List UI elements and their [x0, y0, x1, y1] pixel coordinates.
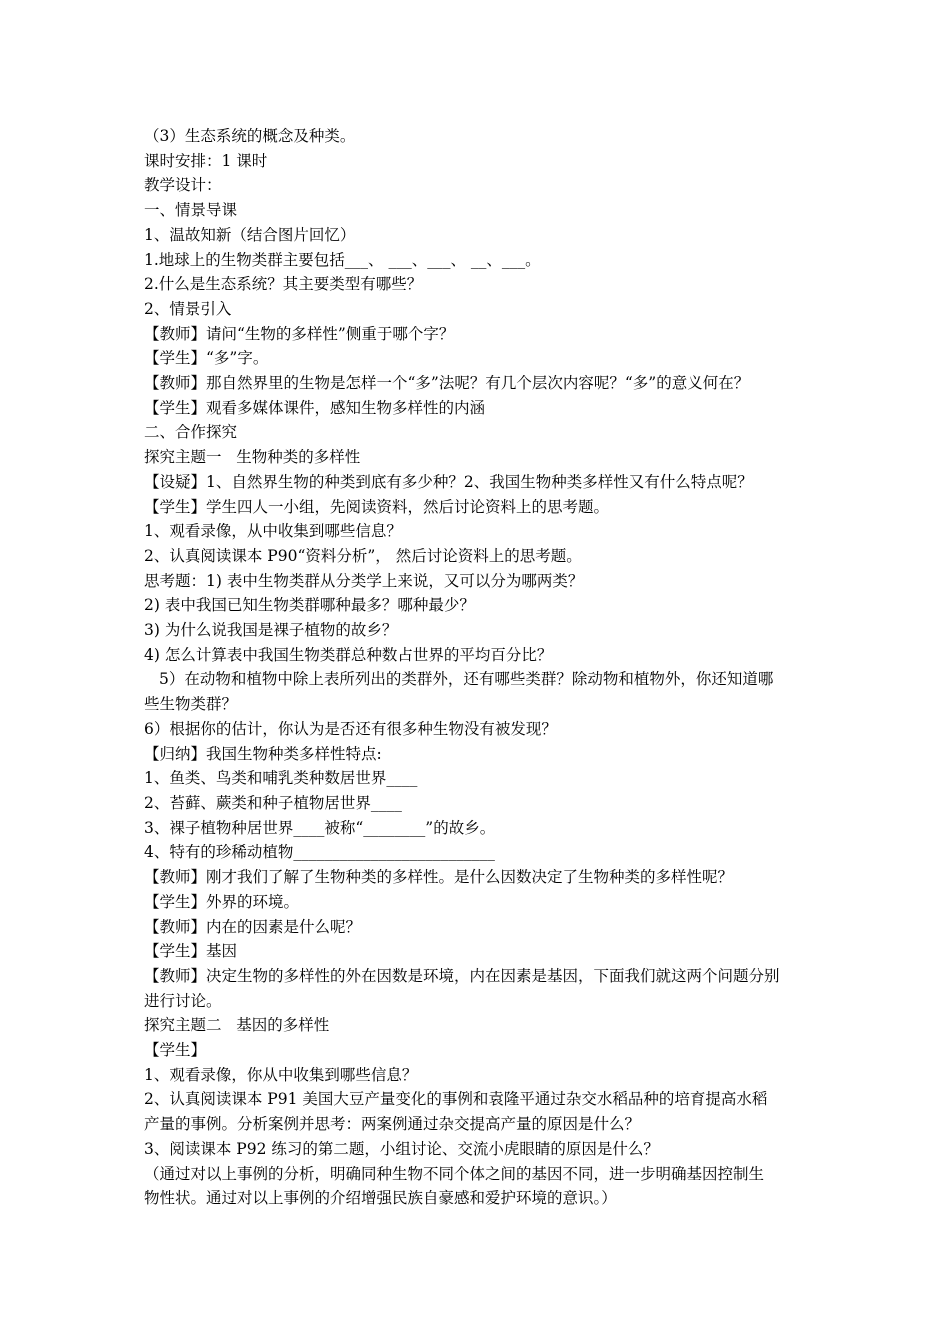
text-line: 物性状。通过对以上事例的介绍增强民族自豪感和爱护环境的意识。）	[144, 1189, 617, 1208]
question-line: 6）根据你的估计，你认为是否还有很多种生物没有被发现？	[144, 719, 557, 738]
text-line: 2、认真阅读课本 P90“资料分析”， 然后讨论资料上的思考题。	[144, 546, 582, 565]
question-line: 3) 为什么说我国是裸子植物的故乡？	[144, 621, 398, 640]
section-heading: 一、情景导课	[144, 201, 238, 220]
dialogue-line: 【教师】请问“生物的多样性”侧重于哪个字？	[144, 324, 455, 343]
dialogue-line: 【学生】“多”字。	[144, 349, 269, 368]
text-line: 3、阅读课本 P92 练习的第二题，小组讨论、交流小虎眼睛的原因是什么？	[144, 1139, 659, 1158]
question-line: 思考题：1) 表中生物类群从分类学上来说，又可以分为哪两类？	[144, 571, 584, 590]
fill-blank-line: 3、裸子植物种居世界____被称“________”的故乡。	[144, 818, 496, 837]
dialogue-line: 【教师】那自然界里的生物是怎样一个“多”法呢？有几个层次内容呢？“多”的意义何在？	[144, 374, 750, 393]
dialogue-line: 【学生】外界的环境。	[144, 892, 300, 911]
text-line: 1.地球上的生物类群主要包括___、 ___、___、 __、___。	[144, 250, 541, 269]
dialogue-line: 【学生】	[144, 1041, 207, 1060]
dialogue-line: 【学生】基因	[144, 942, 238, 961]
text-line: 1、观看录像，从中收集到哪些信息？	[144, 522, 402, 541]
question-line: 些生物类群？	[144, 695, 238, 714]
text-line: 1、温故知新（结合图片回忆）	[144, 225, 356, 244]
topic-heading: 探究主题二 基因的多样性	[144, 1016, 330, 1035]
dialogue-line: 【学生】观看多媒体课件，感知生物多样性的内涵	[144, 398, 486, 417]
text-line: 2、认真阅读课本 P91 美国大豆产量变化的事例和袁隆平通过杂交水稻品种的培育提高水稻	[144, 1090, 768, 1109]
text-line: 1、观看录像，你从中收集到哪些信息？	[144, 1065, 418, 1084]
dialogue-line: 【教师】内在的因素是什么呢？	[144, 917, 362, 936]
text-line: （通过对以上事例的分析，明确同种生物不同个体之间的基因不同，进一步明确基因控制生	[144, 1164, 765, 1183]
topic-heading: 探究主题一 生物种类的多样性	[144, 448, 361, 467]
document-body	[144, 124, 816, 1211]
text-line: （3）生态系统的概念及种类。	[144, 127, 356, 145]
section-heading: 二、合作探究	[144, 423, 238, 442]
text-line: 产量的事例。分析案例并思考：两案例通过杂交提高产量的原因是什么？	[144, 1115, 641, 1134]
text-line: 进行讨论。	[144, 991, 222, 1010]
fill-blank-line: 1、鱼类、鸟类和哺乳类种数居世界____	[144, 769, 418, 788]
dialogue-line: 【教师】决定生物的多样性的外在因数是环境，内在因素是基因，下面我们就这两个问题分别	[144, 966, 780, 985]
text-line: 2、情景引入	[144, 299, 232, 318]
text-line: 课时安排：1 课时	[144, 151, 268, 170]
fill-blank-line: 2、苔藓、蕨类和种子植物居世界____	[144, 793, 402, 812]
question-line: 5）在动物和植物中除上表所列出的类群外，还有哪些类群？除动物和植物外，你还知道哪	[159, 670, 774, 689]
text-line: 2.什么是生态系统？其主要类型有哪些？	[144, 275, 423, 294]
summary-line: 【归纳】我国生物种类多样性特点:	[144, 744, 382, 763]
dialogue-line: 【设疑】1、自然界生物的种类到底有多少种？2、我国生物种类多样性又有什么特点呢？	[144, 472, 753, 491]
question-line: 4) 怎么计算表中我国生物类群总种数占世界的平均百分比？	[144, 645, 553, 664]
text-line: 教学设计：	[144, 176, 222, 195]
fill-blank-line: 4、特有的珍稀动植物__________________________	[144, 843, 495, 862]
dialogue-line: 【教师】刚才我们了解了生物种类的多样性。是什么因数决定了生物种类的多样性呢？	[144, 868, 734, 887]
question-line: 2) 表中我国已知生物类群哪种最多？哪种最少？	[144, 596, 475, 615]
dialogue-line: 【学生】学生四人一小组，先阅读资料，然后讨论资料上的思考题。	[144, 497, 610, 516]
